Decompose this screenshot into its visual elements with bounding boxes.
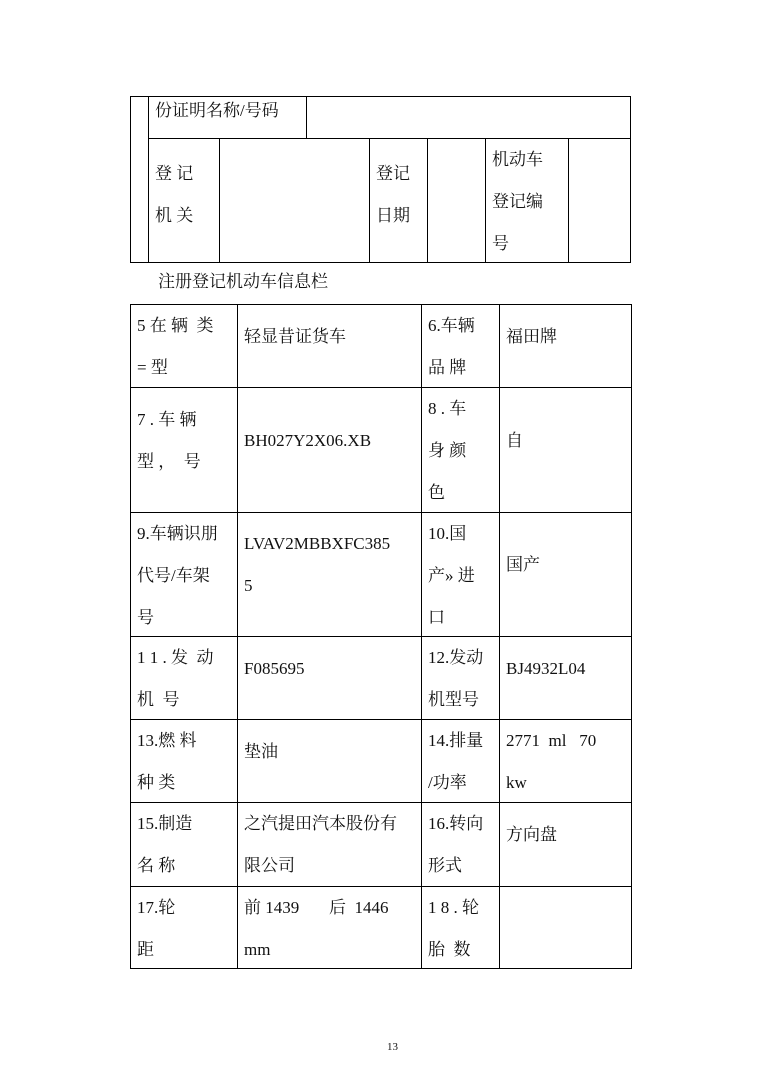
row-4-value-cell: F085695 [237,636,422,720]
row-2-value-cell: 自 [499,387,632,513]
reg-date-label: 登记 日期 [369,138,428,263]
row-3-label-cell: 9.车辆识朋 代号/车架 号 [130,512,238,637]
reg-number-value [568,138,631,263]
row-3-value-cell: 国产 [499,512,632,637]
row-2-label-cell: 8 . 车 身 颜 色 [421,387,500,513]
row-1-value-cell: 轻显昔证货车 [237,304,422,388]
left-margin-cell [130,96,149,263]
page-number: 13 [387,1041,398,1053]
row-7-label-cell: 1 8 . 轮 胎 数 [421,886,500,969]
reg-authority-value [219,138,370,263]
reg-authority-label: 登 记 机 关 [148,138,220,263]
row-6-label-cell: 15.制造 名 称 [130,802,238,887]
row-4-value-cell: BJ4932L04 [499,636,632,720]
row-6-value-cell: 方向盘 [499,802,632,887]
row-7-label-cell: 17.轮 距 [130,886,238,969]
id-value-cell [306,96,631,139]
row-7-value-cell: 前 1439 后 1446 mm [237,886,422,969]
section-title: 注册登记机动车信息栏 [158,272,328,291]
row-5-value-cell: 垫油 [237,719,422,803]
row-3-value-cell: LVAV2MBBXFC385 5 [237,512,422,637]
row-5-label-cell: 13.燃 料 种 类 [130,719,238,803]
id-label-cell: 份证明名称/号码 [148,96,307,139]
row-1-value-cell: 福田牌 [499,304,632,388]
row-4-label-cell: 1 1 . 发 动 机 号 [130,636,238,720]
row-2-value-cell: BH027Y2X06.XB [237,387,422,513]
row-1-label-cell: 5 在 辆 类 = 型 [130,304,238,388]
row-3-label-cell: 10.国 产» 进 口 [421,512,500,637]
row-5-value-cell: 2771 ml 70 kw [499,719,632,803]
row-2-label-cell: 7 . 车 辆 型 ， 号 [130,387,238,513]
row-4-label-cell: 12.发动 机型号 [421,636,500,720]
row-7-value-cell [499,886,632,969]
reg-date-value [427,138,486,263]
row-6-label-cell: 16.转向 形式 [421,802,500,887]
reg-number-label: 机动车 登记编 号 [485,138,569,263]
row-5-label-cell: 14.排量 /功率 [421,719,500,803]
row-1-label-cell: 6.车辆 品 牌 [421,304,500,388]
row-6-value-cell: 之汽提田汽本股份有 限公司 [237,802,422,887]
